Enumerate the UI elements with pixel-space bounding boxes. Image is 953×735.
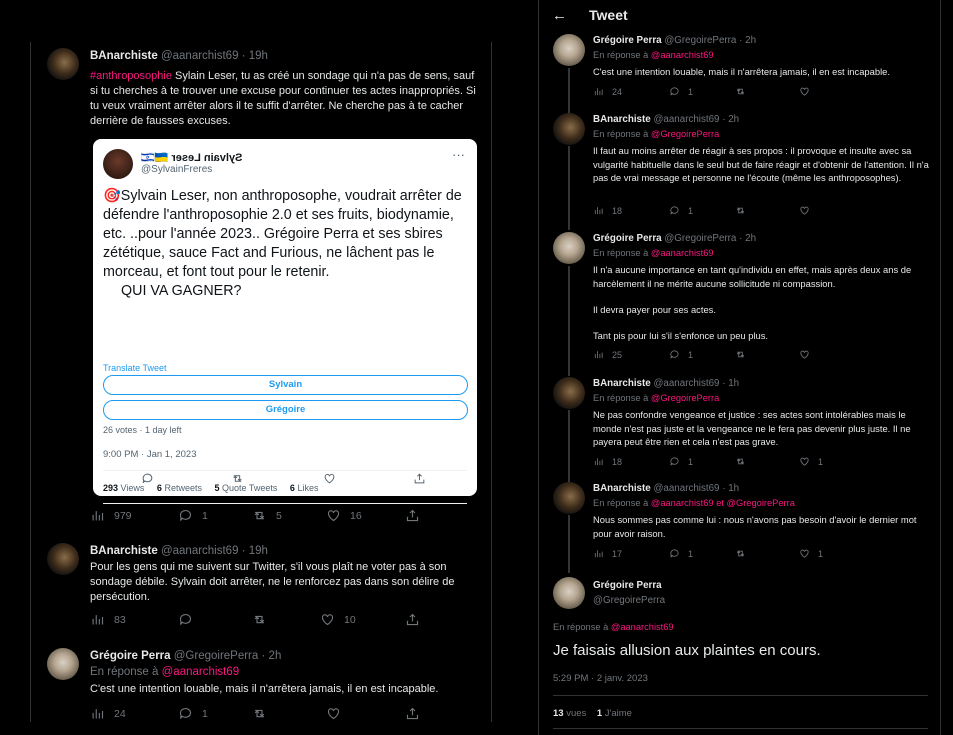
- tweet-time[interactable]: 2h: [268, 650, 282, 662]
- thread-header: [539, 0, 941, 30]
- poll-votes: 26 votes · 1 day left: [103, 425, 182, 435]
- like-icon: [320, 612, 335, 627]
- reply-icon: [178, 612, 193, 627]
- author-name[interactable]: BAnarchiste: [593, 483, 651, 494]
- reply-context: En réponse à @aanarchist69: [553, 622, 674, 632]
- tweet-time[interactable]: 2h: [745, 35, 757, 46]
- like-icon: [799, 548, 810, 559]
- tweet[interactable]: [31, 42, 492, 532]
- author-handle[interactable]: @GregoirePerra: [664, 233, 737, 244]
- tweet-text: C'est une intention louable, mais il n'arrêtera jamais, il en est incapable.: [90, 683, 439, 695]
- like-button[interactable]: 1: [799, 456, 823, 467]
- author-handle[interactable]: @GregoirePerra: [664, 35, 737, 46]
- hashtag-link[interactable]: #anthroposophie: [90, 70, 172, 82]
- retweet-icon: [735, 456, 746, 467]
- views-button[interactable]: 17: [593, 548, 622, 559]
- tweet-stats: 13 vues 1 J'aime: [553, 708, 632, 719]
- like-icon: [323, 472, 336, 485]
- tweet-time[interactable]: 19h: [248, 50, 268, 62]
- views-icon: [593, 86, 604, 97]
- retweet-button[interactable]: [735, 86, 754, 97]
- poll-author-avatar: [103, 149, 133, 179]
- author-name[interactable]: BAnarchiste: [90, 50, 158, 62]
- reply-button[interactable]: [178, 612, 202, 627]
- tweet-actions: [593, 205, 893, 219]
- tweet[interactable]: BAnarchiste @aanarchist69 · 2h En réponse à @GregoirePerra Il faut au moins arrêter de réagir à ses propos : il provoque et insulte avec sa vulgarité habituelle dans le seul but de faire réagir et d'obtenir de l'attention. Il n'a pas de vrai message et personne ne l'écoute (même les anthroposophes). 18 1: [539, 113, 941, 228]
- tweet-timestamp[interactable]: 5:29 PM · 2 janv. 2023: [553, 673, 648, 684]
- reply-icon: [669, 205, 680, 216]
- retweet-button[interactable]: [252, 706, 276, 721]
- more-icon: ···: [452, 147, 465, 162]
- mention-link[interactable]: @aanarchist69: [650, 248, 714, 258]
- reply-icon: [669, 349, 680, 360]
- share-button[interactable]: [405, 508, 420, 523]
- mention-link[interactable]: @GregoirePerra: [726, 498, 795, 508]
- author-name[interactable]: BAnarchiste: [90, 545, 158, 557]
- avatar[interactable]: [553, 113, 585, 145]
- avatar[interactable]: [553, 377, 585, 409]
- tweet-header: BAnarchiste @aanarchist69 · 19h: [90, 50, 268, 62]
- like-icon: [326, 508, 341, 523]
- tweet-header: Grégoire Perra @GregoirePerra · 2h: [90, 650, 282, 662]
- views-icon: [90, 612, 105, 627]
- author-name[interactable]: BAnarchiste: [593, 378, 651, 389]
- like-icon: [799, 205, 810, 216]
- tweet-actions: [90, 706, 430, 722]
- mention-link[interactable]: @GregoirePerra: [650, 129, 720, 139]
- tweet-time[interactable]: 2h: [745, 233, 757, 244]
- like-icon: [799, 86, 810, 97]
- tweet-text: Il faut au moins arrêter de réagir à ses propos : il provoque et insulte avec sa vulgarité habituelle dans le seul but de faire réagir et d'obtenir de l'attention. Il n'a pas de vrai message et personne ne l'écoute (même les anthroposophes).: [593, 145, 929, 183]
- reply-button[interactable]: 1: [669, 548, 693, 559]
- retweet-icon: [735, 205, 746, 216]
- like-icon: [799, 349, 810, 360]
- poll-date: 9:00 PM · Jan 1, 2023: [103, 449, 197, 460]
- avatar[interactable]: [47, 543, 79, 575]
- tweet-text: Pour les gens qui me suivent sur Twitter, s'il vous plaît ne voter pas à son sondage débile. Sylvain doit arrêter, ne le renforcez pas dans son délire de persécution.: [90, 561, 455, 603]
- poll-question: QUI VA GAGNER?: [121, 283, 242, 299]
- retweet-icon: [231, 472, 244, 485]
- tweet-actions: [593, 86, 893, 100]
- mention-link[interactable]: @aanarchist69: [650, 498, 714, 508]
- retweet-icon: [735, 86, 746, 97]
- retweet-button[interactable]: [735, 456, 754, 467]
- avatar[interactable]: [553, 482, 585, 514]
- tweet-text: C'est une intention louable, mais il n'arrêtera jamais, il en est incapable.: [593, 66, 890, 77]
- retweet-icon: [252, 706, 267, 721]
- tweet[interactable]: BAnarchiste @aanarchist69 · 1h En réponse à @aanarchist69 et @GregoirePerra Nous sommes pas comme lui : nous n'avons pas besoin d'avoir le dernier mot pour avoir raison. 17 1 1: [539, 482, 941, 567]
- like-button[interactable]: 16: [326, 508, 362, 523]
- mention-link[interactable]: @GregoirePerra: [650, 393, 720, 403]
- tweet-actions: [90, 508, 430, 524]
- retweet-button[interactable]: [735, 205, 754, 216]
- reply-button[interactable]: 1: [669, 205, 693, 216]
- reply-button[interactable]: 1: [178, 508, 208, 523]
- retweet-icon: [735, 349, 746, 360]
- poll-card-actions: [93, 470, 477, 490]
- reply-icon: [669, 456, 680, 467]
- author-handle[interactable]: @aanarchist69: [160, 50, 239, 62]
- tweet-text: Nous sommes pas comme lui : nous n'avons pas besoin d'avoir le dernier mot pour avoir raison.: [593, 514, 917, 539]
- views-button[interactable]: 18: [593, 456, 622, 467]
- likes-count[interactable]: 1 J'aime: [596, 708, 632, 719]
- avatar[interactable]: [553, 577, 585, 609]
- divider: [103, 503, 467, 504]
- author-name[interactable]: Grégoire Perra: [90, 650, 171, 662]
- embedded-poll-screenshot: [93, 139, 477, 496]
- views-icon: [593, 205, 604, 216]
- reply-button[interactable]: 1: [178, 706, 208, 721]
- share-button[interactable]: [405, 612, 420, 627]
- author-name[interactable]: BAnarchiste: [593, 114, 651, 125]
- tweet-actions: [593, 349, 893, 363]
- views-icon: [593, 548, 604, 559]
- poll-option-sylvain: Sylvain: [103, 375, 468, 395]
- tweet-thread-pane: [538, 0, 941, 735]
- retweet-button[interactable]: [735, 548, 754, 559]
- tweet-actions: [90, 612, 430, 628]
- retweet-icon: [735, 548, 746, 559]
- author-name[interactable]: Grégoire Perra: [593, 233, 662, 244]
- avatar[interactable]: [47, 648, 79, 680]
- reply-icon: [141, 472, 154, 485]
- divider: [553, 728, 928, 729]
- author-handle[interactable]: @GregoirePerra: [173, 650, 259, 662]
- author-handle[interactable]: @GregoirePerra: [593, 595, 666, 606]
- left-timeline: [30, 42, 492, 722]
- views-icon: [593, 456, 604, 467]
- tweet-time[interactable]: 1h: [728, 378, 740, 389]
- tweet-time[interactable]: 2h: [728, 114, 740, 125]
- reply-icon: [178, 508, 193, 523]
- reply-context: En réponse à @aanarchist69: [90, 666, 240, 678]
- reply-button[interactable]: 1: [669, 456, 693, 467]
- views-button[interactable]: 18: [593, 205, 622, 216]
- share-button[interactable]: [405, 706, 420, 721]
- tweet-time[interactable]: 1h: [728, 483, 740, 494]
- retweet-button[interactable]: [735, 349, 754, 360]
- mention-link[interactable]: @aanarchist69: [610, 622, 674, 632]
- views-button[interactable]: 979: [90, 508, 132, 523]
- views-icon: [90, 706, 105, 721]
- like-icon: [326, 706, 341, 721]
- reply-icon: [178, 706, 193, 721]
- tweet-time[interactable]: 19h: [248, 545, 268, 557]
- views-button[interactable]: 83: [90, 612, 126, 627]
- back-arrow-icon[interactable]: ←: [552, 7, 567, 24]
- poll-stats: 293 Views 6 Retweets 5 Quote Tweets 6 Likes: [103, 483, 319, 493]
- views-button[interactable]: 24: [90, 706, 126, 721]
- retweet-button[interactable]: 5: [252, 508, 282, 523]
- page-title: Tweet: [589, 7, 628, 23]
- tweet-text: Ne pas confondre vengeance et justice : ses actes sont intolérables mais le monde n'est pas juste et la vengeance ne le fera pas devenir plus juste. Il ne payera peut être rien et cela n'est pas grave.: [593, 409, 911, 447]
- like-button[interactable]: [326, 706, 350, 721]
- flag-icons: 🇺🇦🇮🇱: [141, 152, 169, 164]
- like-icon: [799, 456, 810, 467]
- tweet-actions: [593, 456, 893, 470]
- tweet[interactable]: Grégoire Perra @GregoirePerra · 2h En réponse à @aanarchist69 Il n'a aucune importance en tant qu'individu en effet, mais après deux ans de harcèlement il ne mérite aucune sollicitude ni compassion. Il devra payer pour ses actes. Tant pis pour lui s'il s'enfonce un peu plus. 25 1: [539, 232, 941, 372]
- author-name[interactable]: Grégoire Perra: [593, 35, 662, 46]
- author-handle[interactable]: @aanarchist69: [653, 114, 720, 125]
- author-handle[interactable]: @aanarchist69: [653, 483, 720, 494]
- author-name[interactable]: Grégoire Perra: [593, 580, 662, 591]
- reply-button[interactable]: 1: [669, 349, 693, 360]
- tweet[interactable]: Grégoire Perra @GregoirePerra · 2h En réponse à @aanarchist69 C'est une intention louable, mais il n'arrêtera jamais, il en est incapable. 24 1: [539, 34, 941, 109]
- tweet-text: Je faisais allusion aux plaintes en cours.: [553, 642, 821, 659]
- tweet[interactable]: BAnarchiste @aanarchist69 · 1h En réponse à @GregoirePerra Ne pas confondre vengeance et justice : ses actes sont intolérables mais le monde n'est pas juste et la vengeance ne le fera pas devenir plus juste. Il ne payera peut être rien et cela n'est pas grave. 18 1 1: [539, 377, 941, 477]
- share-icon: [405, 612, 420, 627]
- tweet-text: [90, 69, 482, 129]
- views-icon: [593, 349, 604, 360]
- share-icon: [413, 472, 426, 485]
- poll-author-name: Sylvain Leser 🇺🇦🇮🇱: [141, 152, 243, 164]
- tweet[interactable]: [31, 642, 492, 722]
- tweet-text: Il devra payer pour ses actes.: [593, 304, 716, 315]
- retweet-icon: [252, 508, 267, 523]
- poll-option-gregoire: Grégoire: [103, 400, 468, 420]
- tweet-text: Tant pis pour lui s'il s'enfonce un peu plus.: [593, 330, 769, 341]
- views-button[interactable]: 25: [593, 349, 622, 360]
- retweet-button[interactable]: [252, 612, 276, 627]
- tweet-text: Il n'a aucune importance en tant qu'individu en effet, mais après deux ans de harcèlement il ne mérite aucune sollicitude ni compassion.: [593, 264, 912, 289]
- like-button[interactable]: [799, 86, 818, 97]
- share-icon: [405, 706, 420, 721]
- tweet-actions: [593, 548, 893, 562]
- avatar[interactable]: [47, 48, 79, 80]
- tweet[interactable]: [31, 537, 492, 637]
- poll-text: 🎯Sylvain Leser, non anthroposophe, voudrait arrêter de défendre l'anthroposophie 2.0 et ses fruits, biodynamie, etc. ..pour l'année 2023.. Grégoire Perra et ses sbires zététique, sauce Fact and Furious, ne lâchent pas le morceau, et font tout pour le retenir. QUI VA GAGNER?: [103, 188, 462, 299]
- mention-link[interactable]: @aanarchist69: [650, 50, 714, 60]
- tweet-body: Sylain Leser, tu as créé un sondage qui n'a pas de sens, sauf si tu cherches à te trouver une excuse pour continuer tes actes inappropriés. Si tu veux vraiment arrêter alors il te suffit d'arrêter. Ne cherche pas à te cacher derrière de fausses excuses.: [90, 70, 476, 127]
- author-handle[interactable]: @aanarchist69: [160, 545, 239, 557]
- poll-author-handle: @SylvainFreres: [141, 164, 213, 175]
- author-handle[interactable]: @aanarchist69: [653, 378, 720, 389]
- views-button[interactable]: 24: [593, 86, 622, 97]
- like-button[interactable]: [799, 205, 818, 216]
- like-button[interactable]: [799, 349, 818, 360]
- divider: [553, 695, 928, 696]
- like-button[interactable]: 1: [799, 548, 823, 559]
- reply-button[interactable]: 1: [669, 86, 693, 97]
- avatar[interactable]: [553, 34, 585, 66]
- tweet-header: BAnarchiste @aanarchist69 · 19h: [90, 545, 268, 557]
- views-icon: [90, 508, 105, 523]
- reply-icon: [669, 548, 680, 559]
- reply-icon: [669, 86, 680, 97]
- avatar[interactable]: [553, 232, 585, 264]
- translate-link: Translate Tweet: [103, 363, 167, 373]
- retweet-icon: [252, 612, 267, 627]
- share-icon: [405, 508, 420, 523]
- focused-tweet[interactable]: [539, 577, 941, 735]
- mention-link[interactable]: @aanarchist69: [161, 666, 240, 678]
- like-button[interactable]: 10: [320, 612, 356, 627]
